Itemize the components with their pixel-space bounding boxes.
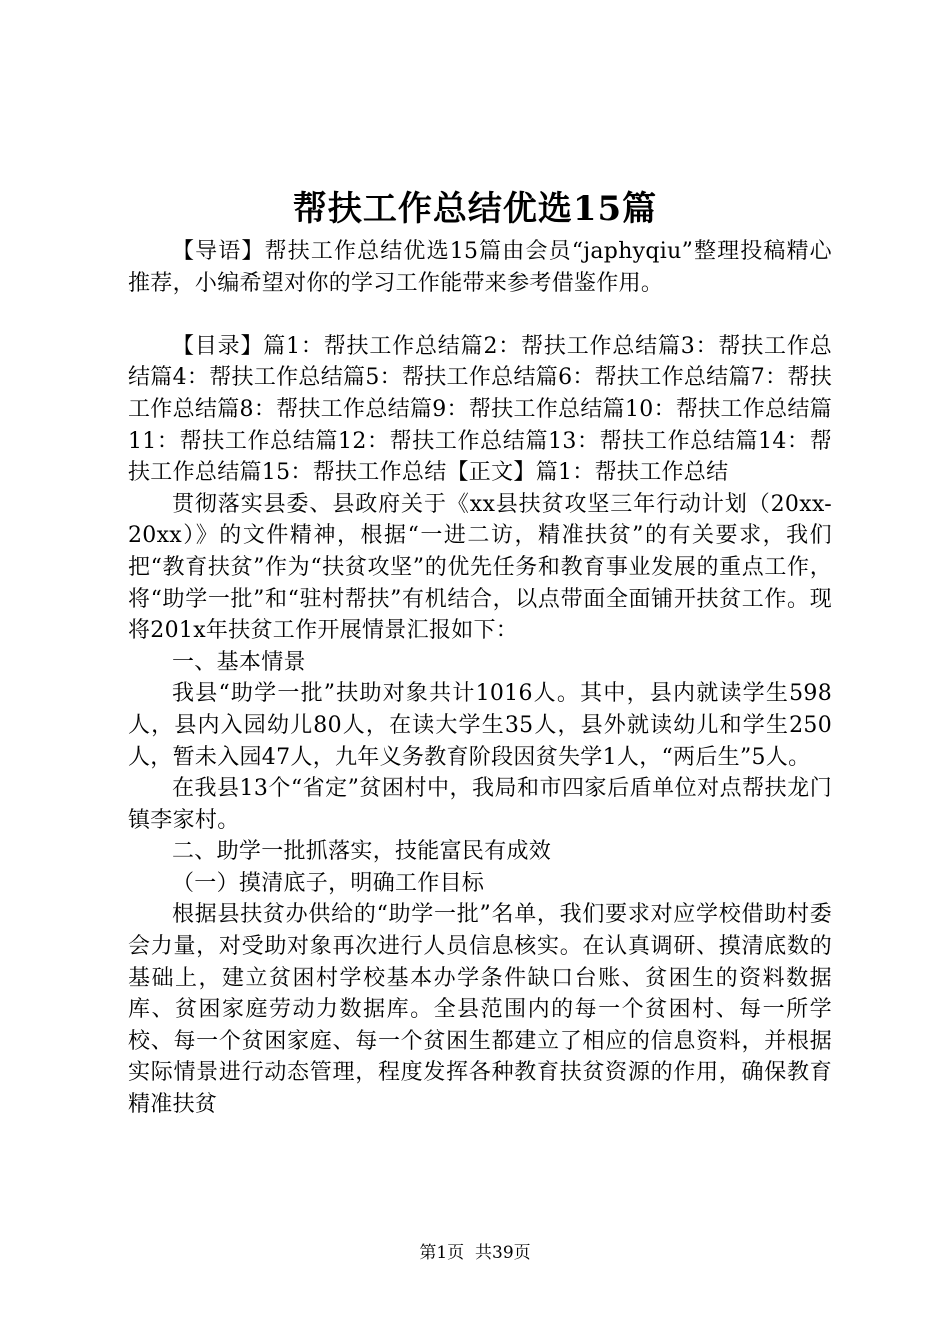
document-title: 帮扶工作总结优选15篇	[292, 189, 658, 229]
body-paragraph: 我县“助学一批”扶助对象共计1016人。其中，县内就读学生598人，县内入园幼儿80人，在读大学生35人，县外就读幼儿和学生250人，暂未入园47人，九年义务教育阶段因贫失学1人，“两后生”5人。	[128, 681, 832, 770]
subsection-heading: （一）摸清底子，明确工作目标	[172, 870, 485, 896]
body-paragraph: 贯彻落实县委、县政府关于《xx县扶贫攻坚三年行动计划（20xx-20xx）》的文件精神，根据“一进二访，精准扶贫”的有关要求，我们把“教育扶贫”作为“扶贫攻坚”的优先任务和教育事业发展的重点工作，将“助学一批”和“驻村帮扶”有机结合，以点带面全面铺开扶贫工作。现将201x年扶贫工作开展情景汇报如下：	[128, 491, 832, 644]
page-total: 共39页	[475, 1243, 531, 1263]
intro-paragraph: 【导语】帮扶工作总结优选15篇由会员“japhyqiu”整理投稿精心推荐，小编希望对你的学习工作能带来参考借鉴作用。	[128, 239, 832, 296]
document-body	[128, 236, 832, 1121]
toc-paragraph: 【目录】篇1：帮扶工作总结篇2：帮扶工作总结篇3：帮扶工作总结篇4：帮扶工作总结篇5：帮扶工作总结篇6：帮扶工作总结篇7：帮扶工作总结篇8：帮扶工作总结篇9：帮扶工作总结篇10：帮扶工作总结篇11：帮扶工作总结篇12：帮扶工作总结篇13：帮扶工作总结篇14：帮扶工作总结篇15：帮扶工作总结【正文】篇1：帮扶工作总结	[128, 333, 832, 486]
section-heading: 一、基本情景	[172, 649, 306, 675]
body-paragraph: 根据县扶贫办供给的“助学一批”名单，我们要求对应学校借助村委会力量，对受助对象再次进行人员信息核实。在认真调研、摸清底数的基础上，建立贫困村学校基本办学条件缺口台账、贫困生的资料数据库、贫困家庭劳动力数据库。全县范围内的每一个贫困村、每一所学校、每一个贫困家庭、每一个贫困生都建立了相应的信息资料，并根据实际情景进行动态管理，程度发挥各种教育扶贫资源的作用，确保教育精准扶贫	[128, 902, 832, 1118]
page-number: 第1页	[419, 1243, 465, 1263]
page-footer	[0, 1242, 950, 1264]
section-heading: 二、助学一批抓落实，技能富民有成效	[172, 839, 552, 865]
body-paragraph: 在我县13个“省定”贫困村中，我局和市四家后盾单位对点帮扶龙门镇李家村。	[128, 776, 832, 833]
